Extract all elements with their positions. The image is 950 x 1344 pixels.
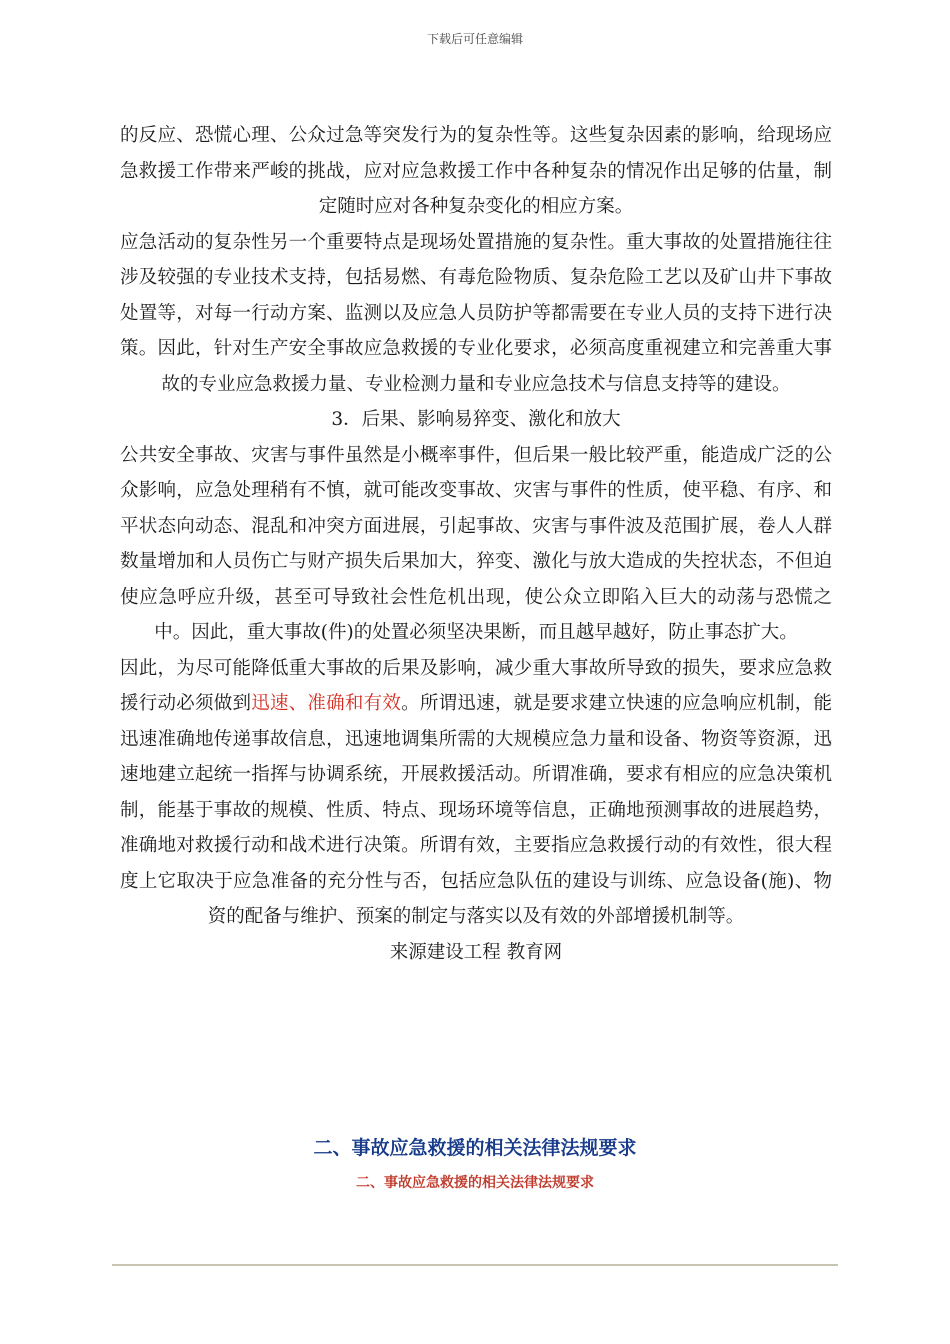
source-line: 来源建设工程 教育网 — [389, 941, 563, 963]
subheading-3: 3．后果、影响易猝变、激化和放大 — [331, 409, 621, 430]
paragraph-4: 公共安全事故、灾害与事件虽然是小概率事件，但后果一般比较严重，能造成广泛的公众影响，应急处理稍有不慎，就可能改变事故、灾害与事件的性质，使平稳、有序、和平状态向动态、混乱和冲突方面进展，引起事故、灾害与事件波及范围扩展，卷人人群数量增加和人员伤亡与财产损失后果加大，猝变、激化与放大造成的失控状态，不但迫使应急呼应升级，甚至可导致社会性危机出现，使公众立即陷入巨大的动荡与恐慌之中。因此，重大事故(件)的处置必须坚决果断，而且越早越好，防止事态扩大。 — [120, 444, 832, 643]
paragraph-2: 应急活动的复杂性另一个重要特点是现场处置措施的复杂性。重大事故的处置措施往往涉及较强的专业技术支持，包括易燃、有毒危险物质、复杂危险工艺以及矿山井下事故处置等，对每一行动方案、监测以及应急人员防护等都需要在专业人员的支持下进行决策。因此，针对生产安全事故应急救援的专业化要求，必须高度重视建立和完善重大事故的专业应急救援力量、专业检测力量和专业应急技术与信息支持等的建设。 — [120, 231, 832, 395]
footer-divider — [112, 1264, 838, 1266]
paragraph-5-part-2: 。所谓迅速，就是要求建立快速的应急响应机制，能迅速准确地传递事故信息，迅速地调集所需的大规模应急力量和设备、物资等资源，迅速地建立起统一指挥与协调系统，开展救援活动。所谓准确，要求有相应的应急决策机制，能基于事故的规模、性质、特点、现场环境等信息，正确地预测事故的进展趋势，准确地对救援行动和战术进行决策。所谓有效，主要指应急救援行动的有效性，很大程度上它取决于应急准备的充分性与否，包括应急队伍的建设与训练、应急设备(施)、物资的配备与维护、预案的制定与落实以及有效的外部增援机制等。 — [120, 693, 832, 927]
paragraph-5 — [120, 651, 832, 935]
section-subheading: 二、事故应急救援的相关法律法规要求 — [356, 1175, 594, 1191]
paragraph-1: 的反应、恐慌心理、公众过急等突发行为的复杂性等。这些复杂因素的影响，给现场应急救援工作带来严峻的挑战，应对应急救援工作中各种复杂的情况作出足够的估量，制定随时应对各种复杂变化的相应方案。 — [120, 125, 832, 217]
paragraph-5-part-1: 因此，为尽可能降低重大事故的后果及影响，减少重大事故所导致的损失，要求应急救援行动必须做到 — [120, 657, 832, 714]
page-header: 下载后可任意编辑 — [426, 32, 523, 46]
document-body — [120, 118, 832, 970]
highlight-text: 迅速、准确和有效 — [251, 693, 402, 714]
section-heading: 二、事故应急救援的相关法律法规要求 — [313, 1137, 637, 1159]
